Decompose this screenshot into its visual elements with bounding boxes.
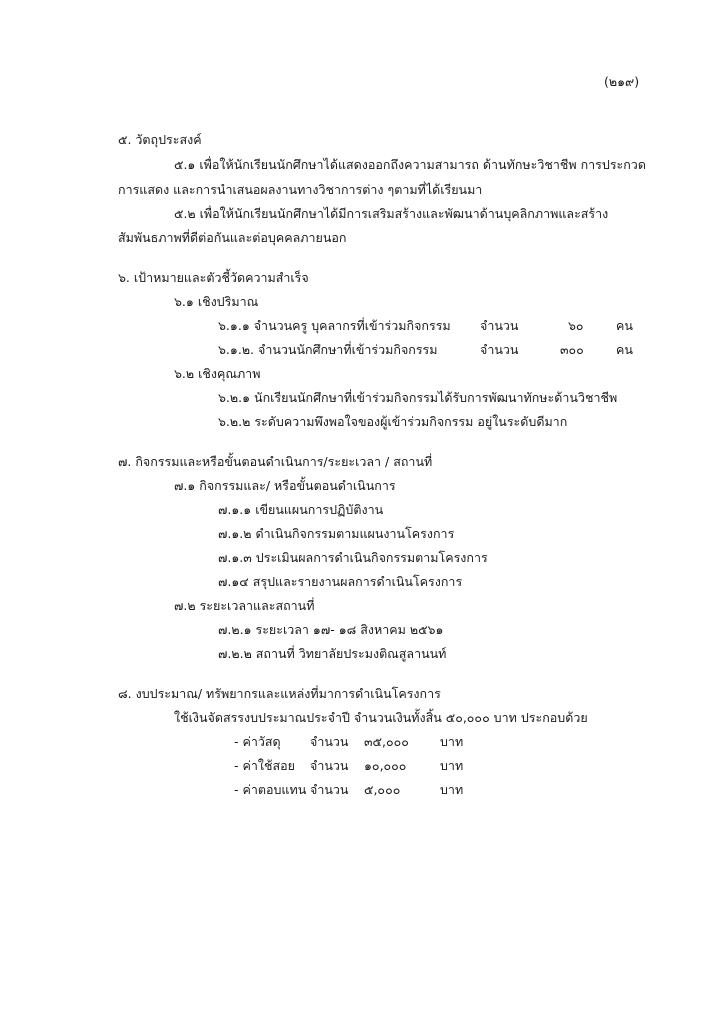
quantitative-row-num: ๖๐ xyxy=(568,318,584,333)
activity-item: ๗.๑.๒ ดำเนินกิจกรรมตามแผนงานโครงการ xyxy=(218,526,455,541)
qualitative-item: ๖.๒.๑ นักเรียนนักศึกษาที่เข้าร่วมกิจกรรมได้รับการพัฒนาทักษะด้านวิชาชีพ xyxy=(218,390,618,405)
activities-heading: ๗.๑ กิจกรรมและ/ หรือขั้นตอนดำเนินการ xyxy=(174,478,396,493)
qualitative-heading: ๖.๒ เชิงคุณภาพ xyxy=(174,366,261,381)
budget-item-unit: บาท xyxy=(440,734,464,749)
budget-item-amount: ๑๐,๐๐๐ xyxy=(364,758,407,773)
quantitative-heading: ๖.๑ เชิงปริมาณ xyxy=(174,294,259,309)
qualitative-item: ๖.๒.๒ ระดับความพึงพอใจของผู้เข้าร่วมกิจกรรม อยู่ในระดับดีมาก xyxy=(218,414,568,429)
activity-item: ๗.๑๔ สรุปและรายงานผลการดำเนินโครงการ xyxy=(218,574,463,589)
schedule-item: ๗.๒.๒ สถานที่ วิทยาลัยประมงติณสูลานนท์ xyxy=(218,646,447,661)
budget-intro: ใช้เงินจัดสรรงบประมาณประจำปี จำนวนเงินทั้งสิ้น ๕๐,๐๐๐ บาท ประกอบด้วย xyxy=(174,710,588,725)
section-8-heading: ๘. งบประมาณ/ ทรัพยากรและแหล่งที่มาการดำเนินโครงการ xyxy=(118,686,441,701)
budget-item-amount: ๕,๐๐๐ xyxy=(364,782,401,797)
budget-item-name: - ค่าวัสดุ xyxy=(234,734,281,749)
quantitative-row-label: ๖.๑.๒. จำนวนนักศึกษาที่เข้าร่วมกิจกรรม xyxy=(218,342,438,357)
budget-item-col: จำนวน xyxy=(310,734,349,749)
objective-5-2-line2: สัมพันธภาพที่ดีต่อกันและต่อบุคคลภายนอก xyxy=(118,230,347,245)
quantitative-row-col: จำนวน xyxy=(480,318,519,333)
objective-5-1-line1: ๕.๑ เพื่อให้นักเรียนนักศึกษาได้แสดงออกถึงความสามารถ ด้านทักษะวิชาชีพ การประกวด xyxy=(174,157,646,172)
budget-item-amount: ๓๕,๐๐๐ xyxy=(364,734,409,749)
quantitative-row-col: จำนวน xyxy=(480,342,519,357)
section-5-heading: ๕. วัตถุประสงค์ xyxy=(118,132,202,147)
objective-5-2-line1: ๕.๒ เพื่อให้นักเรียนนักศึกษาได้มีการเสริมสร้างและพัฒนาด้านบุคลิกภาพและสร้าง xyxy=(174,206,609,221)
quantitative-row-unit: คน xyxy=(616,318,633,333)
quantitative-row-unit: คน xyxy=(616,342,633,357)
quantitative-row-num: ๓๐๐ xyxy=(560,342,584,357)
schedule-item: ๗.๒.๑ ระยะเวลา ๑๗- ๑๘ สิงหาคม ๒๕๖๑ xyxy=(218,622,444,637)
section-7-heading: ๗. กิจกรรมและหรือขั้นตอนดำเนินการ/ระยะเวลา / สถานที่ xyxy=(118,454,433,469)
page-number: (๒๑๙) xyxy=(604,74,640,89)
budget-item-unit: บาท xyxy=(440,758,464,773)
section-6-heading: ๖. เป้าหมายและตัวชี้วัดความสำเร็จ xyxy=(118,270,309,285)
budget-item-name: - ค่าใช้สอย xyxy=(234,758,295,773)
activity-item: ๗.๑.๑ เขียนแผนการปฏิบัติงาน xyxy=(218,502,384,517)
budget-item-col: จำนวน xyxy=(310,758,349,773)
quantitative-row-label: ๖.๑.๑ จำนวนครู บุคลากรที่เข้าร่วมกิจกรรม xyxy=(218,318,451,333)
objective-5-1-line2: การแสดง และการนำเสนอผลงานทางวิชาการต่าง ๆตามที่ได้เรียนมา xyxy=(118,182,483,197)
budget-item-name: - ค่าตอบแทน xyxy=(234,782,307,797)
budget-item-col: จำนวน xyxy=(310,782,349,797)
budget-item-unit: บาท xyxy=(440,782,464,797)
schedule-heading: ๗.๒ ระยะเวลาและสถานที่ xyxy=(174,598,315,613)
activity-item: ๗.๑.๓ ประเมินผลการดำเนินกิจกรรมตามโครงการ xyxy=(218,550,488,565)
